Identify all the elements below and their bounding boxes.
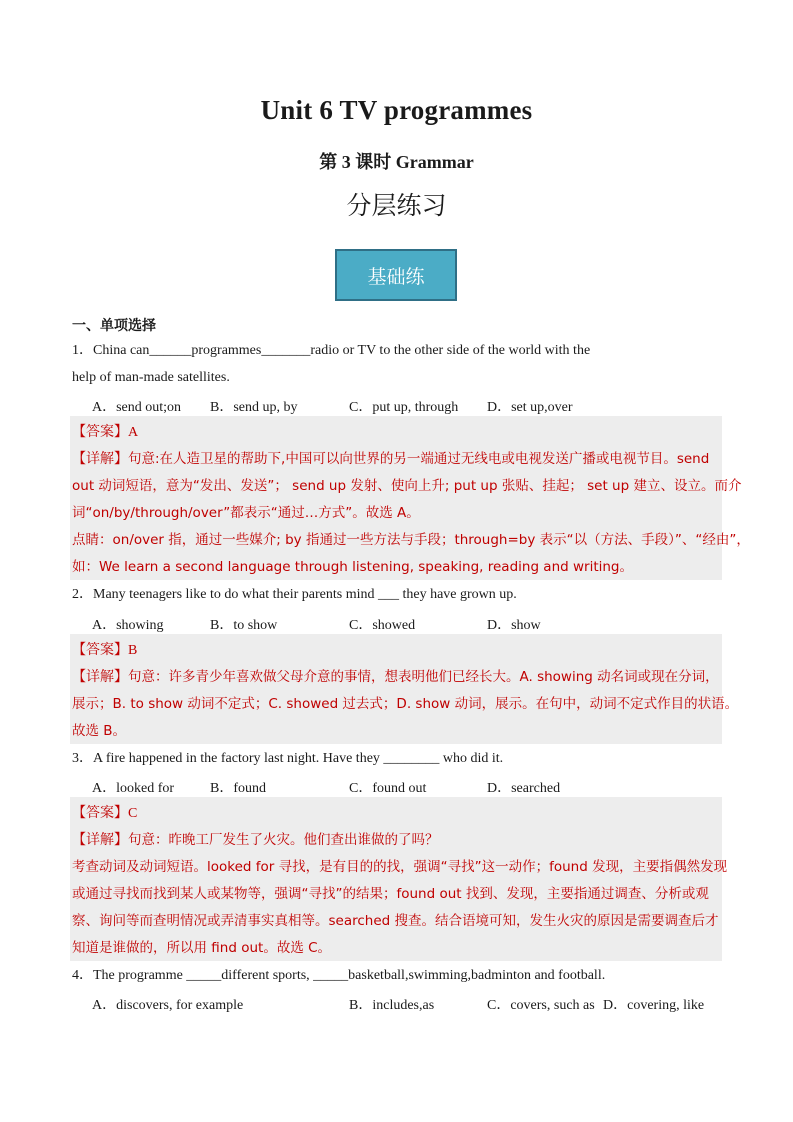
question-4-option-a: A．discovers, for example bbox=[92, 998, 244, 1013]
answer-block-3 bbox=[70, 797, 722, 961]
detail-tag: 【详解】 bbox=[72, 832, 128, 848]
answer-tag: 【答案】 bbox=[72, 424, 128, 440]
detail-3-line-3: 或通过寻找而找到某人或某物等，强调“寻找”的结果；found out 找到、发现，主要指通过调查、分析或观 bbox=[72, 886, 709, 902]
detail-1-line-3: 词“on/by/through/over”都表示“通过…方式”。故选 A。 bbox=[72, 505, 420, 521]
question-4-option-d: D．covering, like bbox=[603, 998, 705, 1013]
question-2-option-b: B．to show bbox=[210, 618, 278, 633]
question-3-line-1: 3．A fire happened in the factory last night. Have they ________ who did it. bbox=[72, 751, 504, 766]
detail-3-line-1 bbox=[72, 831, 439, 850]
detail-text: 句意:在人造卫星的帮助下,中国可以向世界的另一端通过无线电或电视发送广播或电视节目。send bbox=[128, 451, 710, 467]
question-4-option-b: B．includes,as bbox=[349, 998, 435, 1013]
section-title: 一、单项选择 bbox=[72, 318, 156, 334]
answer-tag: 【答案】 bbox=[72, 805, 128, 821]
question-3-option-d: D．searched bbox=[487, 781, 561, 796]
detail-2-line-2: 展示；B. to show 动词不定式；C. showed 过去式；D. show 动词，展示。在句中，动词不定式作目的状语。 bbox=[72, 696, 739, 712]
detail-1-line-5: 如：We learn a second language through listening, speaking, reading and writing。 bbox=[72, 559, 634, 575]
answer-value: C bbox=[128, 806, 138, 821]
detail-2-line-1 bbox=[72, 668, 719, 687]
question-4-option-c: C．covers, such as bbox=[487, 998, 595, 1013]
detail-3-line-2: 考查动词及动词短语。looked for 寻找，是有目的的找，强调“寻找”这一动作；found 发现，主要指偶然发现 bbox=[72, 859, 728, 875]
question-1-line-1: 1．China can______programmes_______radio or TV to the other side of the world with the bbox=[72, 343, 591, 358]
question-2-line-1: 2．Many teenagers like to do what their parents mind ___ they have grown up. bbox=[72, 587, 517, 602]
page-title: Unit 6 TV programmes bbox=[260, 95, 533, 125]
answer-2 bbox=[72, 641, 137, 660]
question-2-option-c: C．showed bbox=[349, 618, 416, 633]
question-1-option-b: B．send up, by bbox=[210, 400, 298, 415]
question-2-option-a: A．showing bbox=[92, 618, 164, 633]
lesson-subtitle: 第 3 课时 Grammar bbox=[319, 152, 474, 172]
answer-value: A bbox=[128, 425, 139, 440]
question-1-option-d: D．set up,over bbox=[487, 400, 573, 415]
question-3-option-a: A．looked for bbox=[92, 781, 175, 796]
question-4-line-1: 4．The programme _____different sports, _____basketball,swimming,badminton and football. bbox=[72, 968, 606, 983]
answer-value: B bbox=[128, 643, 138, 658]
practice-subtitle: 分层练习 bbox=[346, 191, 447, 220]
level-badge: 基础练 bbox=[335, 249, 457, 301]
detail-1-line-4: 点睛：on/over 指，通过一些媒介; by 指通过一些方法与手段；through=by 表示“以（方法、手段）”、“经由”， bbox=[72, 532, 750, 548]
question-1-option-c: C．put up, through bbox=[349, 400, 459, 415]
question-3-option-b: B．found bbox=[210, 781, 266, 796]
answer-3 bbox=[72, 804, 137, 823]
detail-1-line-1 bbox=[72, 450, 709, 469]
answer-block-1 bbox=[70, 416, 722, 580]
question-1-line-2: help of man-made satellites. bbox=[72, 370, 230, 385]
question-1-option-a: A．send out;on bbox=[92, 400, 182, 415]
detail-2-line-3: 故选 B。 bbox=[72, 723, 127, 739]
answer-block-2 bbox=[70, 634, 722, 744]
answer-tag: 【答案】 bbox=[72, 642, 128, 658]
detail-3-line-4: 察、询问等而查明情况或弄清事实真相等。searched 搜查。结合语境可知，发生火灾的原因是需要调查后才 bbox=[72, 913, 719, 929]
question-2-option-d: D．show bbox=[487, 618, 541, 633]
question-3-option-c: C．found out bbox=[349, 781, 427, 796]
detail-1-line-2: out 动词短语，意为“发出、发送”； send up 发射、使向上升; put up 张贴、挂起； set up 建立、设立。而介 bbox=[72, 478, 742, 494]
detail-tag: 【详解】 bbox=[72, 669, 128, 685]
detail-text: 句意：昨晚工厂发生了火灾。他们查出谁做的了吗？ bbox=[128, 832, 439, 848]
detail-tag: 【详解】 bbox=[72, 451, 128, 467]
detail-3-line-5: 知道是谁做的，所以用 find out。故选 C。 bbox=[72, 940, 332, 956]
answer-1 bbox=[72, 423, 138, 442]
detail-text: 句意：许多青少年喜欢做父母介意的事情，想表明他们已经长大。A. showing 动名词或现在分词， bbox=[128, 669, 719, 685]
